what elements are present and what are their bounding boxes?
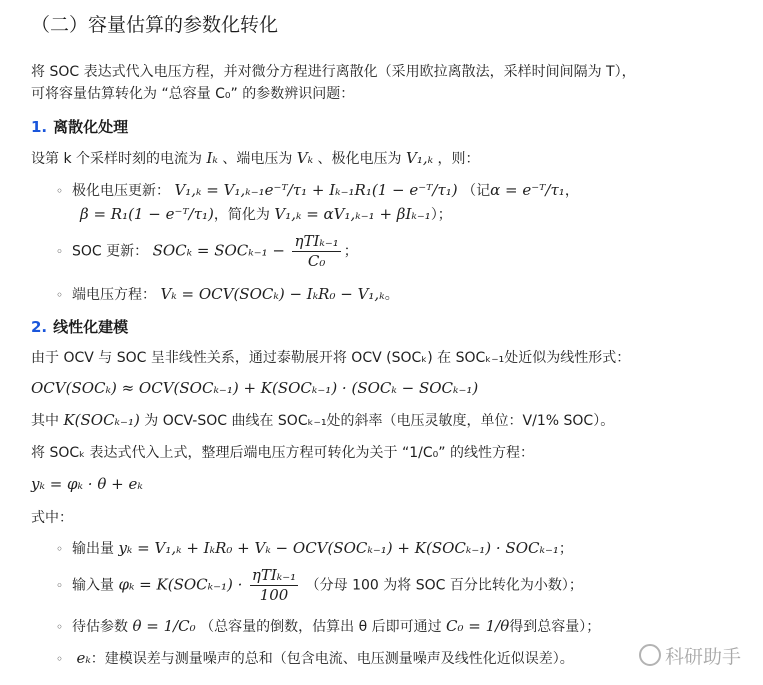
bullet-marker: ◦ — [56, 288, 64, 302]
step1-bullet-2 — [56, 232, 358, 271]
taylor-formula — [31, 378, 478, 399]
lead-text-c: 、极化电压为 — [317, 151, 402, 167]
text-a: 其中 — [31, 413, 59, 429]
note-b: 得到总容量）； — [509, 619, 601, 635]
step2-line-1: 由于 OCV 与 SOC 呈非线性关系，通过泰勒展开将 OCV (SOCₖ) 在 SOCₖ₋₁处近似为线性形式： — [31, 350, 631, 366]
formula-input-lhs: φₖ = K(SOCₖ₋₁) · — [118, 575, 243, 594]
formula-soc-fraction — [292, 232, 340, 271]
step2-bullet-2 — [56, 566, 583, 605]
note-c: ，简化为 — [213, 207, 270, 223]
watermark — [639, 642, 741, 669]
bullet-label: 端电压方程： — [71, 287, 156, 303]
lead-text-a: 设第 k 个采样时刻的电流为 — [31, 151, 203, 167]
bullet-marker: ◦ — [56, 184, 64, 198]
step2-heading — [31, 316, 128, 337]
formula-output: yₖ = V₁,ₖ + IₖR₀ + Vₖ − OCV(SOCₖ₋₁) + K(SOCₖ₋₁) · SOCₖ₋₁ — [118, 539, 559, 557]
formula-c0: C₀ = 1/θ — [446, 617, 510, 635]
fraction-numerator: ηTIₖ₋₁ — [251, 566, 297, 584]
wechat-icon — [639, 644, 661, 666]
linear-formula — [31, 474, 143, 495]
step2-title: 线性化建模 — [53, 318, 129, 336]
watermark-text: 科研助手 — [664, 646, 741, 668]
formula-current: Iₖ — [206, 149, 218, 167]
intro-line-1: 将 SOC 表达式代入电压方程，并对微分方程进行离散化（采用欧拉离散法，采样时间间隔为 T）， — [31, 64, 636, 80]
section-title: （二）容量估算的参数化转化 — [31, 14, 279, 36]
bullet-marker: ◦ — [56, 244, 64, 259]
step2-line-2 — [31, 410, 614, 431]
formula-terminal-voltage: Vₖ — [296, 149, 314, 167]
step1-title: 离散化处理 — [53, 118, 129, 136]
step2-number: 2. — [31, 318, 48, 336]
formula-polar-voltage: V₁,ₖ — [406, 149, 434, 167]
formula-input-fraction — [250, 566, 298, 605]
bullet-label: 输入量 — [71, 577, 114, 594]
step2-bullet-4 — [56, 648, 574, 669]
step1-bullet-1-cont — [80, 204, 452, 225]
where-label: 式中： — [31, 510, 73, 526]
bullet-label: SOC 更新： — [71, 243, 149, 260]
formula-linear: yₖ = φₖ · θ + eₖ — [31, 475, 143, 493]
note-a: （记 — [462, 183, 491, 199]
formula-K: K(SOCₖ₋₁) — [63, 411, 140, 429]
formula-soc-lhs: SOCₖ = SOCₖ₋₁ − — [152, 241, 285, 260]
fraction-denominator: C₀ — [307, 252, 326, 270]
formula-polar-update: V₁,ₖ = V₁,ₖ₋₁e⁻ᵀ/τ₁ + Iₖ₋₁R₁(1 − e⁻ᵀ/τ₁) — [174, 181, 458, 199]
bullet-marker: ◦ — [56, 652, 64, 666]
formula-beta: β = R₁(1 − e⁻ᵀ/τ₁) — [80, 205, 214, 223]
fraction-numerator: ηTIₖ₋₁ — [294, 232, 339, 250]
note-b: ， — [564, 183, 579, 199]
input-note: （分母 100 为将 SOC 百分比转化为小数）； — [305, 577, 583, 594]
end-mark: ； — [343, 243, 358, 260]
text-b: 为 OCV-SOC 曲线在 SOCₖ₋₁处的斜率（电压灵敏度，单位：V/1% SOC）。 — [144, 413, 615, 429]
bullet-marker: ◦ — [56, 542, 64, 556]
step1-number: 1. — [31, 118, 48, 136]
bullet-label: ：建模误差与测量噪声的总和（包含电流、电压测量噪声及线性化近似误差）。 — [90, 651, 574, 667]
end-mark: ； — [558, 541, 573, 557]
end-mark: 。 — [384, 287, 399, 303]
step2-bullet-3 — [56, 616, 600, 637]
formula-theta: θ = 1/C₀ — [132, 617, 196, 635]
bullet-marker: ◦ — [56, 620, 64, 634]
formula-taylor: OCV(SOCₖ) ≈ OCV(SOCₖ₋₁) + K(SOCₖ₋₁) · (SOCₖ − SOCₖ₋₁) — [31, 379, 479, 397]
lead-text-d: ，则： — [437, 151, 480, 167]
intro-line-2: 可将容量估算转化为 “总容量 C₀” 的参数辨识问题： — [31, 86, 355, 102]
bullet-label: 输出量 — [71, 541, 114, 557]
step1-heading — [31, 116, 128, 137]
step2-line-3: 将 SOCₖ 表达式代入上式，整理后端电压方程可转化为关于 “1/C₀” 的线性方程： — [31, 445, 534, 461]
formula-terminal: Vₖ = OCV(SOCₖ) − IₖR₀ − V₁,ₖ — [160, 285, 385, 303]
bullet-label: 极化电压更新： — [71, 183, 170, 199]
note-a: （总容量的倒数，估算出 θ 后即可通过 — [200, 619, 442, 635]
formula-polar-simple: V₁,ₖ = αV₁,ₖ₋₁ + βIₖ₋₁ — [274, 205, 431, 223]
lead-text-b: 、端电压为 — [222, 151, 293, 167]
note-d: ）； — [430, 207, 452, 223]
step1-bullet-1 — [56, 180, 579, 201]
fraction-denominator: 100 — [259, 586, 289, 604]
step1-bullet-3 — [56, 284, 399, 305]
step2-bullet-1 — [56, 538, 573, 559]
step1-lead — [31, 148, 480, 169]
formula-e: eₖ — [76, 649, 91, 667]
formula-alpha: α = e⁻ᵀ/τ₁ — [490, 181, 565, 199]
bullet-marker: ◦ — [56, 578, 64, 593]
bullet-label: 待估参数 — [71, 619, 128, 635]
